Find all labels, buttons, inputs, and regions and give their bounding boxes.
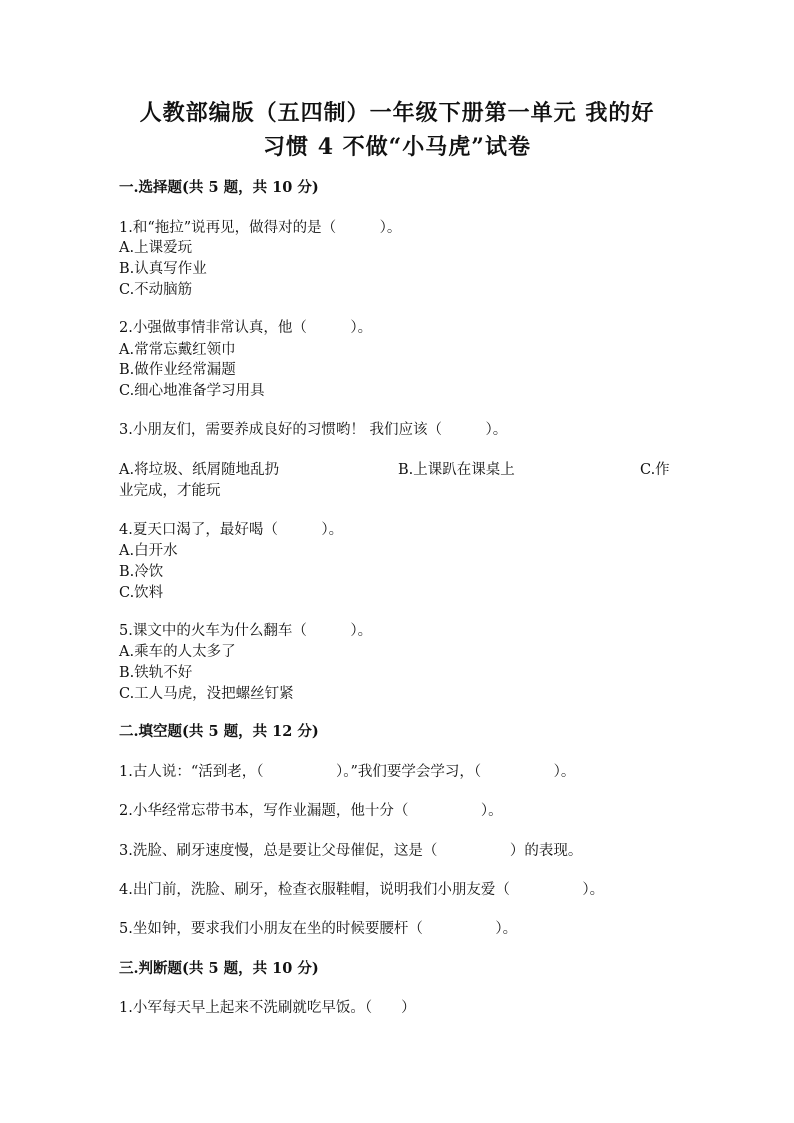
question-stem: 1.和“拖拉”说再见，做得对的是（ ）。 xyxy=(119,220,402,236)
question-option: C.作 xyxy=(640,462,670,478)
question-option: B.铁轨不好 xyxy=(119,665,193,681)
question-option: C.工人马虎，没把螺丝钉紧 xyxy=(119,686,294,702)
question-option: A.乘车的人太多了 xyxy=(119,644,236,660)
question-option: A.常常忘戴红领巾 xyxy=(119,342,236,358)
section-heading-choice: 一.选择题(共 5 题，共 10 分) xyxy=(119,179,319,196)
question-stem: 2.小强做事情非常认真，他（ ）。 xyxy=(119,320,373,336)
section-heading-true-false: 三.判断题(共 5 题，共 10 分) xyxy=(119,960,319,977)
question-stem: 1.古人说：“活到老，（ ）。”我们要学会学习，（ ）。 xyxy=(119,764,576,780)
question-stem: 2.小华经常忘带书本，写作业漏题，他十分（ ）。 xyxy=(119,803,503,819)
section-heading-fill-blank: 二.填空题(共 5 题，共 12 分) xyxy=(119,723,319,740)
question-stem: 3.小朋友们，需要养成良好的习惯哟！ 我们应该（ ）。 xyxy=(119,422,508,438)
question-option: B.做作业经常漏题 xyxy=(119,362,236,378)
question-stem: 3.洗脸、刷牙速度慢，总是要让父母催促，这是（ ）的表现。 xyxy=(119,843,583,859)
question-option: C.细心地准备学习用具 xyxy=(119,383,265,399)
question-option: A.白开水 xyxy=(119,543,178,559)
question-option: C.饮料 xyxy=(119,585,164,601)
question-stem: 4.出门前，洗脸、刷牙，检查衣服鞋帽，说明我们小朋友爱（ ）。 xyxy=(119,882,605,898)
exam-title-line-1: 人教部编版（五四制）一年级下册第一单元 我的好 xyxy=(139,100,655,126)
question-stem: 4.夏天口渴了，最好喝（ ）。 xyxy=(119,522,344,538)
question-option: C.不动脑筋 xyxy=(119,282,193,298)
question-option: A.上课爱玩 xyxy=(119,240,193,256)
question-option-continued: 业完成，才能玩 xyxy=(119,483,221,499)
question-stem: 5.坐如钟，要求我们小朋友在坐的时候要腰杆（ ）。 xyxy=(119,921,518,937)
question-option: B.上课趴在课桌上 xyxy=(398,462,515,478)
question-option: B.认真写作业 xyxy=(119,261,207,277)
question-stem: 1.小军每天早上起来不洗刷就吃早饭。（ ） xyxy=(119,1000,416,1016)
exam-title-line-2: 习惯 4 不做“小马虎”试卷 xyxy=(263,134,531,160)
question-option: B.冷饮 xyxy=(119,564,164,580)
question-stem: 5.课文中的火车为什么翻车（ ）。 xyxy=(119,623,373,639)
question-option: A.将垃圾、纸屑随地乱扔 xyxy=(119,462,280,478)
